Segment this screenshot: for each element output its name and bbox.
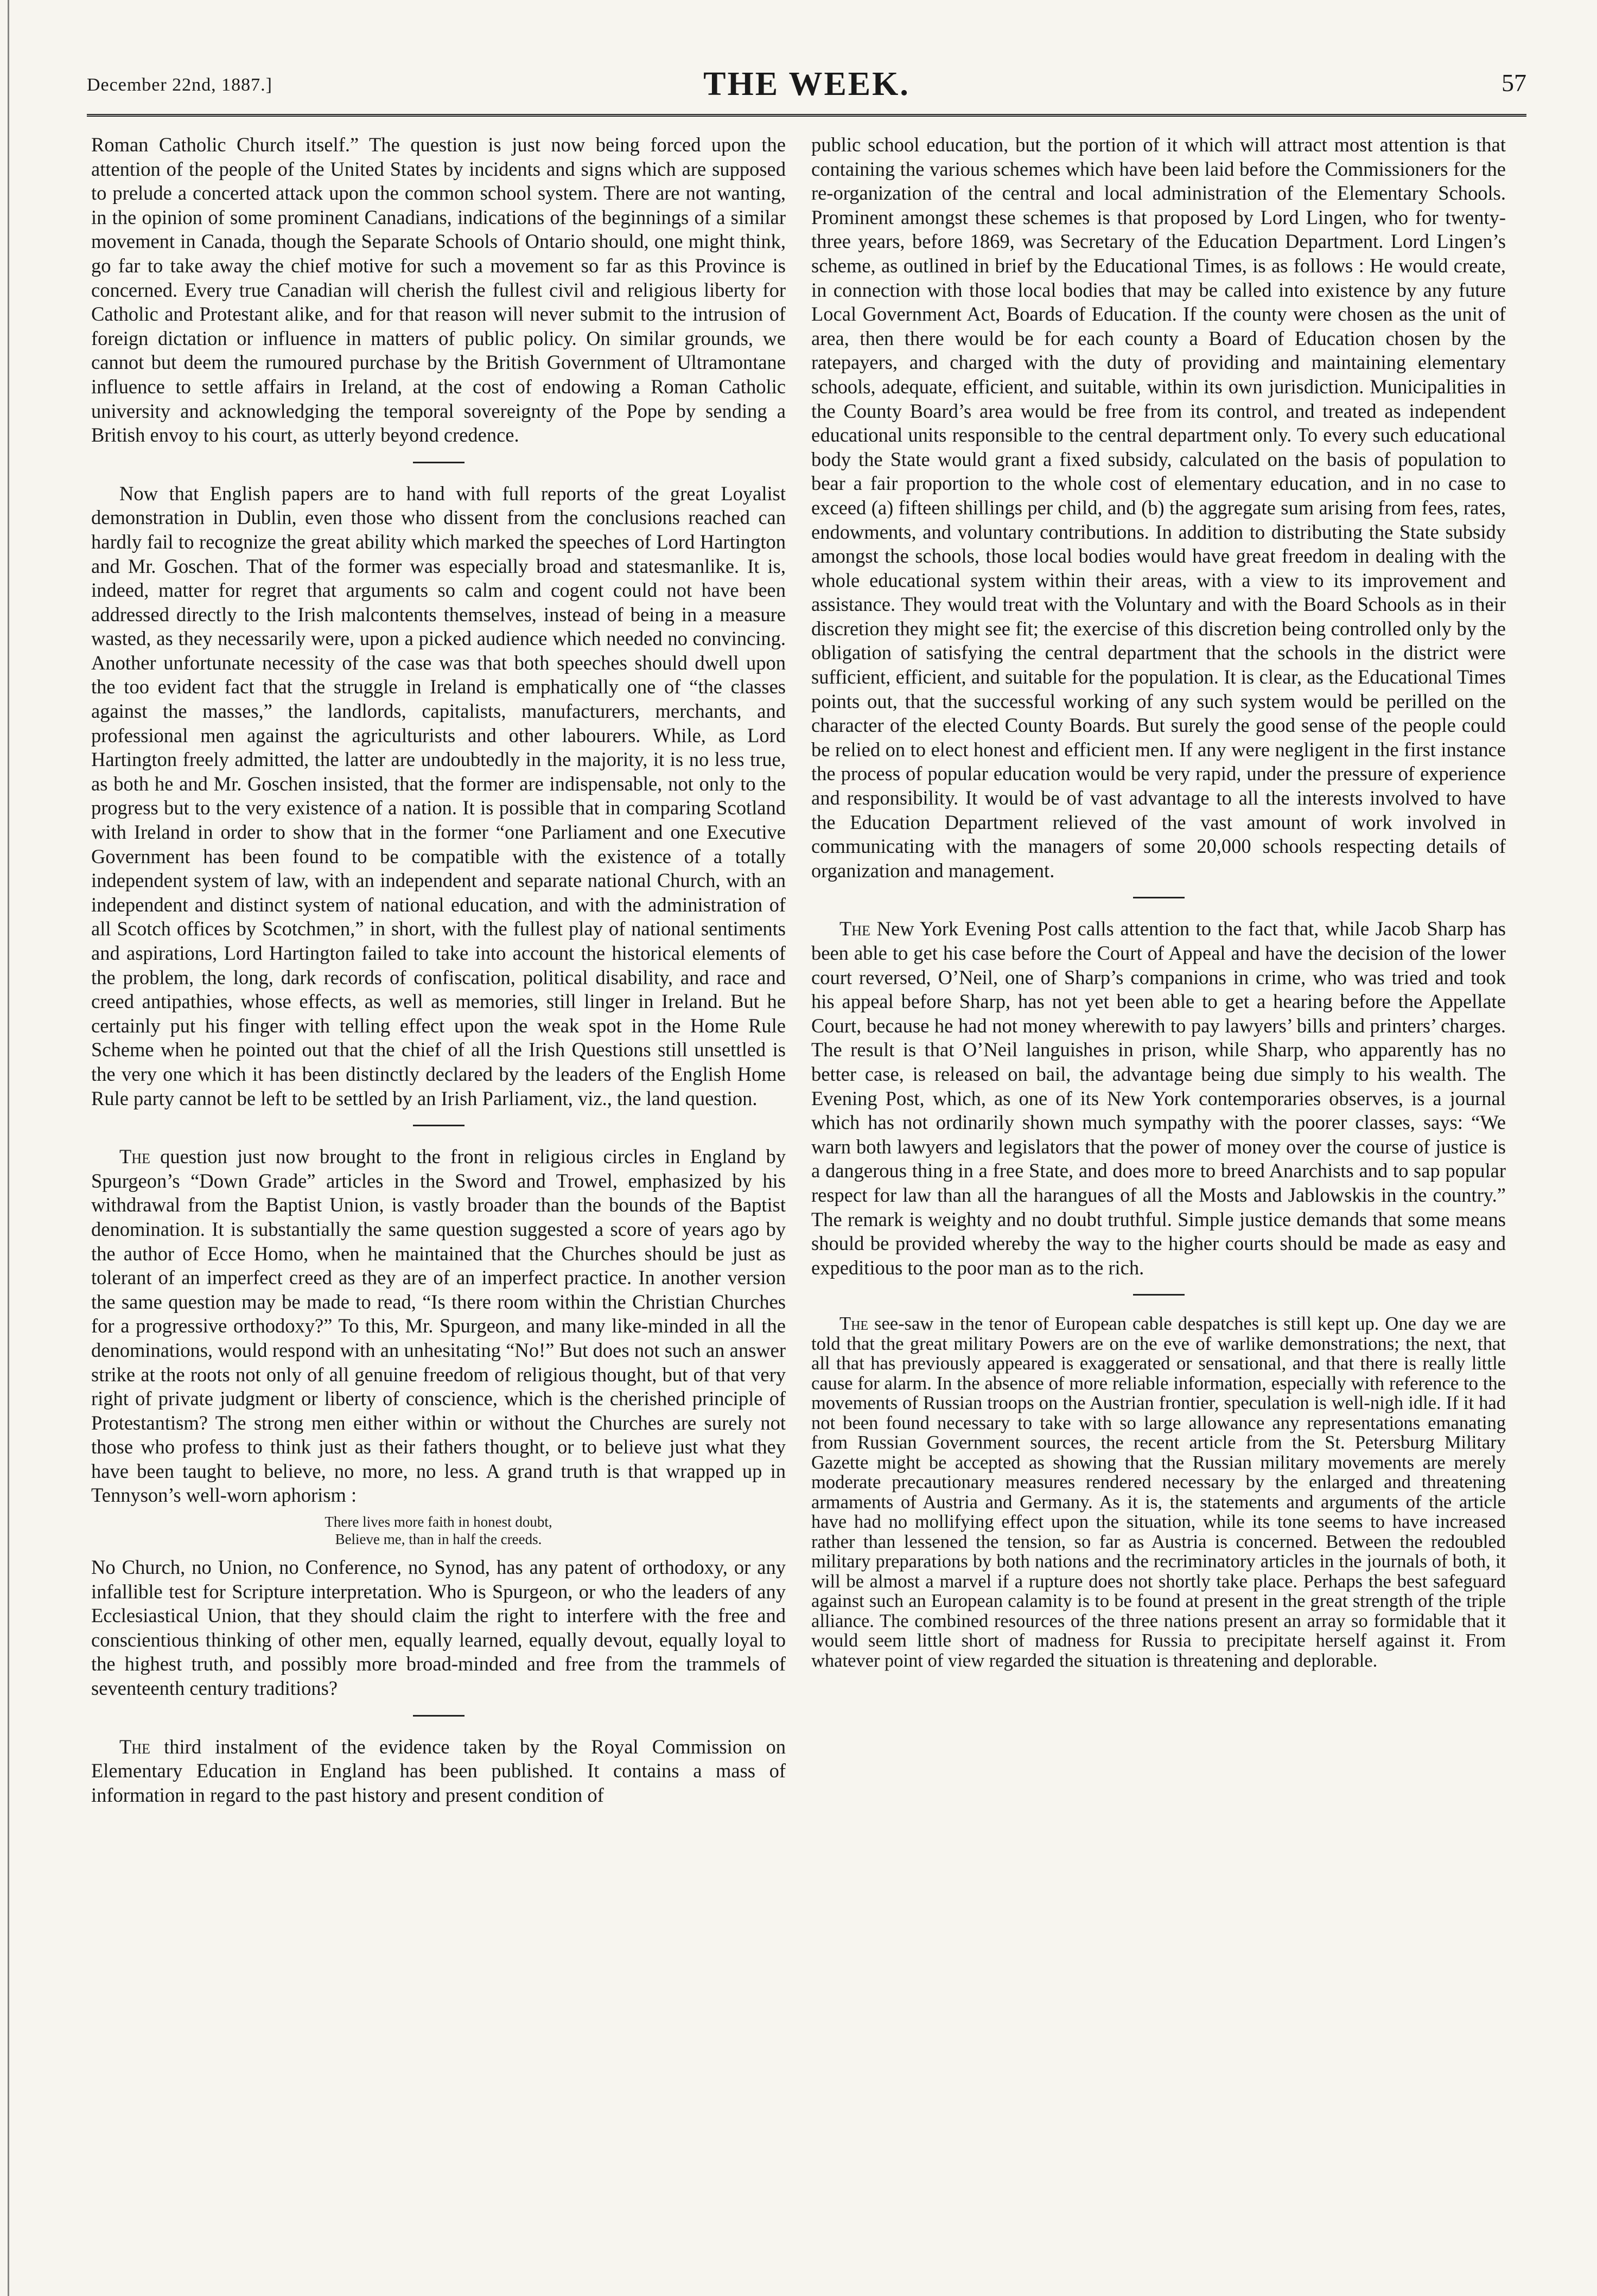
- section-separator: [1133, 897, 1185, 898]
- paragraph-text: Roman Catholic Church itself.” The question is just now being forced upon the attention of the people of the United States by incidents and signs which are supposed to prelude a concerted attack upon the common school system. There are not wanting, in the opinion of some prominent Canadians, indications of the beginnings of a similar movement in Canada, though the Separate Schools of Ontario should, one might think, go far to take away the chief motive for such a movement so far as this Province is concerned. Every true Canadian will cherish the fullest civil and religious liberty for Catholic and Protestant alike, and for that reason will never submit to the intrusion of foreign dictation or influence in matters of public policy. On similar grounds, we cannot but deem the rumoured purchase by the British Government of Ultramontane influence to settle affairs in Ireland, at the cost of endowing a Roman Catholic university and acknowledging the temporal sovereignty of the Pope by sending a British envoy to his court, as utterly beyond credence.: [91, 133, 786, 447]
- paragraph-lead: The: [119, 1735, 150, 1758]
- paragraph-text: No Church, no Union, no Conference, no Synod, has any patent of orthodoxy, or any infallible test for Scripture interpretation. Who is Spurgeon, or who the leaders of any Ecclesiastical Union, that they should claim the right to interfere with the free and conscientious thinking of other men, equally learned, equally devout, equally loyal to the highest truth, and possibly more broad-minded and free from the trammels of seventeenth century traditions?: [91, 1556, 786, 1700]
- issue-date: December 22nd, 1887.]: [87, 75, 273, 95]
- binding-edge: [8, 0, 9, 2296]
- article-paragraph: [91, 1145, 786, 1508]
- verse-line: Believe me, than in half the creeds.: [335, 1531, 542, 1548]
- paragraph-text: third instalment of the evidence taken by the Royal Commission on Elementary Education in England has been published. It contains a mass of information in regard to the past history and present condition of: [91, 1735, 786, 1806]
- verse-quote: [91, 1513, 786, 1548]
- verse-line: There lives more faith in honest doubt,: [325, 1514, 552, 1530]
- masthead-title: THE WEEK.: [703, 66, 910, 103]
- right-column: [811, 133, 1506, 1676]
- left-column: [91, 133, 786, 1813]
- article-paragraph: [811, 1314, 1506, 1670]
- article-paragraph: [91, 1555, 786, 1701]
- running-head: [87, 65, 1526, 114]
- article-paragraph: [91, 1735, 786, 1808]
- section-separator: [413, 462, 465, 463]
- paragraph-text: public school education, but the portion of it which will attract most attention is that containing the various schemes which have been laid before the Commissioners for the re-organization of the central and local administration of the Elementary Schools. Prominent amongst these schemes is that proposed by Lord Lingen, who for twenty-three years, before 1869, was Secretary of the Education Department. Lord Lingen’s scheme, as outlined in brief by the Educational Times, is as follows : He would create, in connection with those local bodies that may be called into existence by any future Local Government Act, Boards of Education. If the county were chosen as the unit of area, then there would be for each county a Board of Education chosen by the ratepayers, and charged with the duty of providing and maintaining elementary schools, adequate, efficient, and suitable, within its own jurisdiction. Municipalities in the County Board’s area would be free from its control, and treated as independent educational units responsible to the central department only. To every such educational body the State would grant a fixed subsidy, calculated on the basis of population to bear a fair proportion to the whole cost of elementary education, and in no case to exceed (a) fifteen shillings per child, and (b) the aggregate sum arising from fees, rates, endowments, and voluntary contributions. In addition to distributing the State subsidy amongst the schools, those local bodies would have great freedom in dealing with the whole educational system within their areas, with a view to its improvement and assistance. They would treat with the Voluntary and with the Board Schools as in their discretion they might see fit; the exercise of this discretion being controlled only by the obligation of satisfying the central department that the schools in the district were sufficient, efficient, and suitable for the population. It is clear, as the Educational Times points out, that the successful working of any such system would be perilled on the character of the elected County Boards. But surely the good sense of the people could be relied on to elect honest and efficient men. If any were negligent in the first instance the process of popular education would be very rapid, under the pressure of experience and responsibility. It would be of vast advantage to all the interests involved to have the Education Department relieved of the vast amount of work involved in communicating with the managers of some 20,000 schools respecting details of organization and management.: [811, 133, 1506, 882]
- section-separator: [1133, 1294, 1185, 1296]
- paragraph-lead: The: [119, 1145, 150, 1168]
- paragraph-lead: The: [839, 917, 870, 940]
- article-paragraph: [91, 482, 786, 1111]
- page-number: 57: [1501, 69, 1526, 97]
- paragraph-text: question just now brought to the front in religious circles in England by Spurgeon’s “Down Grade” articles in the Sword and Trowel, emphasized by his withdrawal from the Baptist Union, is vastly broader than the bounds of the Baptist denomination. It is substantially the same question suggested a score of years ago by the author of Ecce Homo, when he maintained that the Churches should be just as tolerant of an imperfect creed as they are of an imperfect practice. In another version the same question may be made to read, “Is there room within the Christian Churches for a progressive orthodoxy?” To this, Mr. Spurgeon, and many like-minded in all the denominations, would respond with an unhesitating “No!” But does not such an answer strike at the roots not only of all genuine freedom of religious thought, but of that very right of private judgment or liberty of conscience, which is the cherished principle of Protestantism? The strong men either within or without the Churches are surely not those who profess to think just as their fathers thought, or to believe just what they have been taught to believe, no more, no less. A grand truth is that wrapped up in Tennyson’s well-worn aphorism :: [91, 1145, 786, 1507]
- article-paragraph: [811, 133, 1506, 883]
- paragraph-text: see-saw in the tenor of European cable despatches is still kept up. One day we are told that the great military Powers are on the eve of warlike demonstrations; the next, that all that has previously appeared is exaggerated or sensational, and that there is really little cause for alarm. In the absence of more reliable information, especially with reference to the movements of Russian troops on the Austrian frontier, speculation is well-nigh idle. If it had not been found necessary to take with so large allowance any representations emanating from Russian Government sources, the recent article from the St. Petersburg Military Gazette might be accepted as showing that the Russian military movements are merely moderate precautionary measures rendered necessary by the enlarged and threatening armaments of Austria and Germany. As it is, the statements and arguments of the article have had no mollifying effect upon the situation, while its tone seems to have increased rather than lessened the tension, so far as Austria is concerned. Between the redoubled military preparations by both nations and the recriminatory articles in the journals of both, it will be almost a marvel if a rupture does not shortly take place. Perhaps the best safeguard against such an European calamity is to be found at present in the great strength of the triple alliance. The combined resources of the three nations present an array so formidable that it would seem little short of madness for Russia to precipitate herself against it. From whatever point of view regarded the situation is threatening and deplorable.: [811, 1313, 1506, 1671]
- section-separator: [413, 1715, 465, 1717]
- section-separator: [413, 1125, 465, 1126]
- article-paragraph: [91, 133, 786, 448]
- paragraph-text: Now that English papers are to hand with full reports of the great Loyalist demonstration in Dublin, even those who dissent from the conclusions reached can hardly fail to recognize the great ability which marked the speeches of Lord Hartington and Mr. Goschen. That of the former was especially broad and statesmanlike. It is, indeed, matter for regret that arguments so calm and cogent could not have been addressed directly to the Irish malcontents themselves, instead of being in a measure wasted, as they necessarily were, upon a picked audience which needed no convincing. Another unfortunate necessity of the case was that both speeches should dwell upon the too evident fact that the struggle in Ireland is emphatically one of “the classes against the masses,” the landlords, capitalists, manufacturers, merchants, and professional men against the agriculturists and other labourers. While, as Lord Hartington freely admitted, the latter are undoubtedly in the majority, it is no less true, as both he and Mr. Goschen insisted, that the former are indispensable, not only to the progress but to the very existence of a nation. It is possible that in comparing Scotland with Ireland in order to show that in the former “one Parliament and one Executive Government has been found to be compatible with the existence of a totally independent system of law, with an independent and separate national Church, with an independent and distinct system of national education, and with the administration of all Scotch offices by Scotchmen,” in short, with the fullest play of national sentiments and aspirations, Lord Hartington failed to take into account the historical elements of the problem, the long, dark records of confiscation, political disability, and race and creed antipathies, whose effects, as well as memories, still linger in Ireland. But he certainly put his finger with telling effect upon the weak spot in the Home Rule Scheme when he pointed out that the chief of all the Irish Questions still unsettled is the very one which it has been distinctly declared by the leaders of the English Home Rule party cannot be left to be settled by an Irish Parliament, viz., the land question.: [91, 482, 786, 1109]
- header-rule: [87, 114, 1526, 117]
- article-paragraph: [811, 917, 1506, 1280]
- paragraph-text: New York Evening Post calls attention to the fact that, while Jacob Sharp has been able to get his case before the Court of Appeal and have the decision of the lower court reversed, O’Neil, one of Sharp’s companions in crime, who was tried and took his appeal before Sharp, has not yet been able to get a hearing before the Appellate Court, because he had not money wherewith to pay lawyers’ bills and printers’ charges. The result is that O’Neil languishes in prison, while Sharp, who apparently has no better case, is released on bail, the advantage being due simply to his wealth. The Evening Post, which, as one of its New York contemporaries observes, is a journal which has not ordinarily shown much sympathy with the poorer classes, says: “We warn both lawyers and legislators that the power of money over the course of justice is a dangerous thing in a free State, and does more to breed Anarchists and to sap popular respect for law than all the harangues of all the Mosts and Jablowskis in the country.” The remark is weighty and no doubt truthful. Simple justice demands that some means should be provided whereby the way to the higher courts should be made as easy and expeditious to the poor man as to the rich.: [811, 917, 1506, 1279]
- paragraph-lead: The: [839, 1313, 869, 1335]
